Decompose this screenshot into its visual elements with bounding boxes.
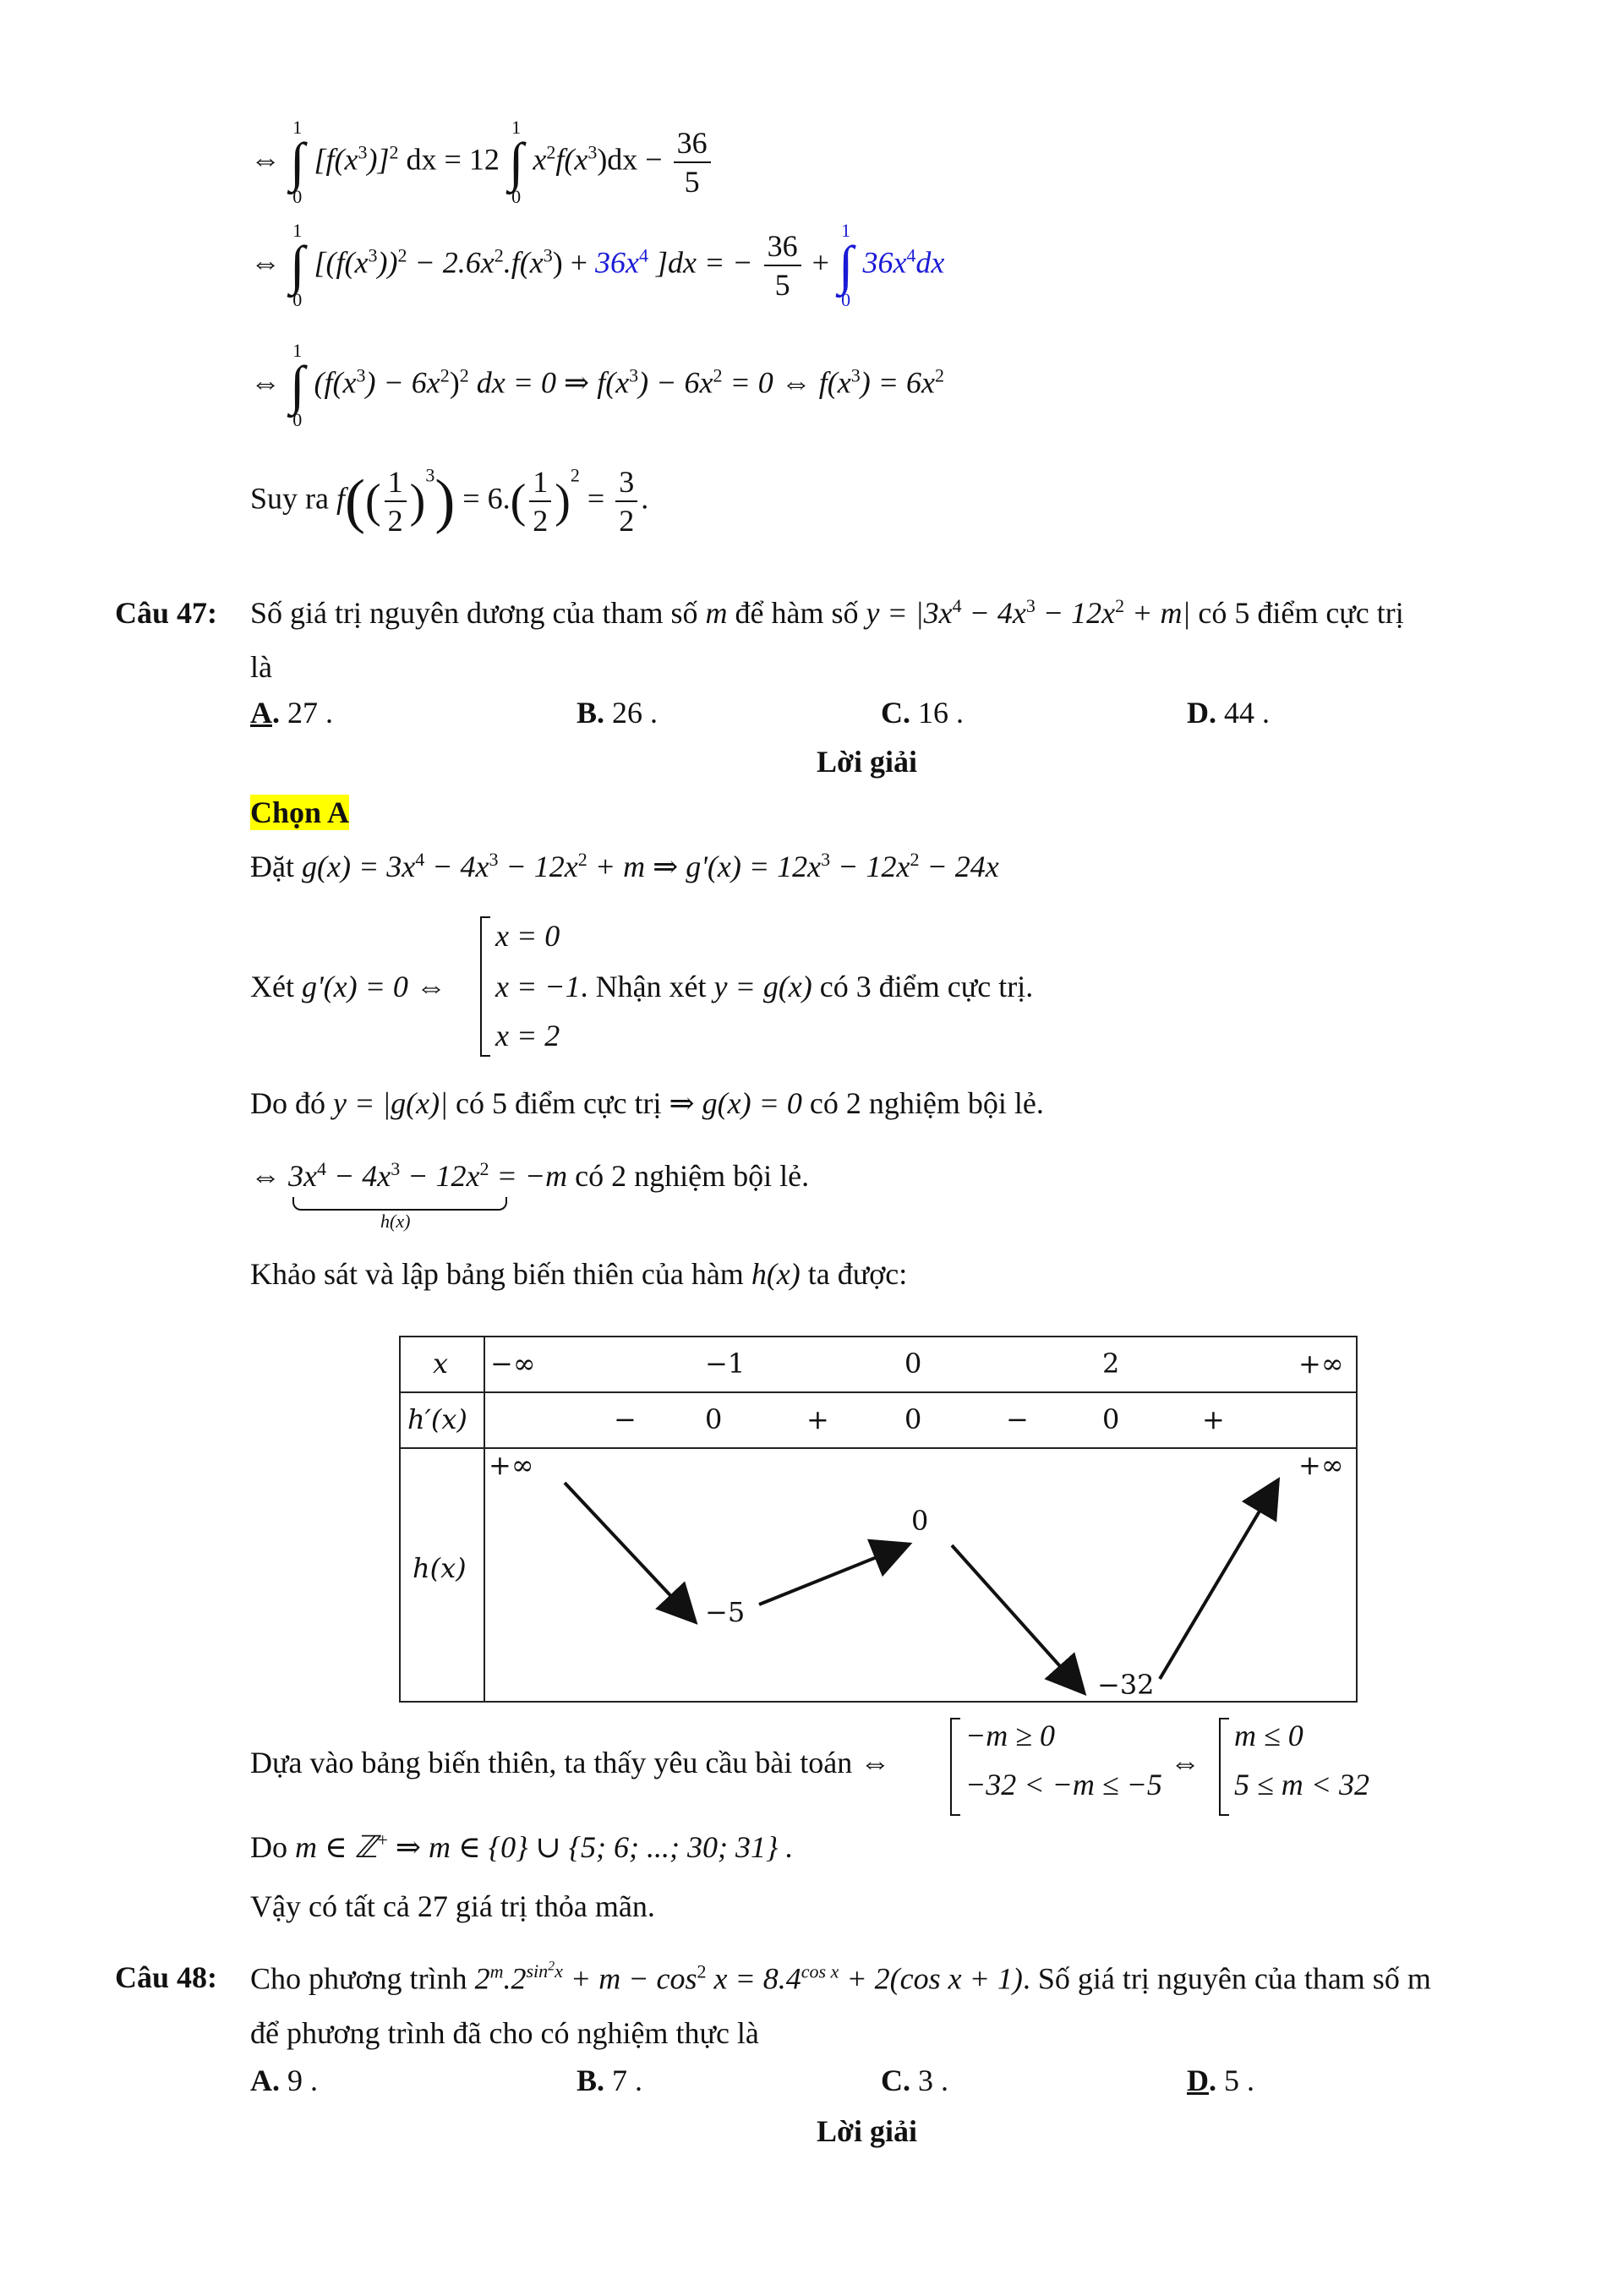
fraction: $\frac{36}{5}$ [764, 227, 801, 303]
derivative-sign: + [1202, 1403, 1225, 1435]
x-value: +∞ [1298, 1348, 1344, 1380]
integral-sign: 1 ∫ 0 [290, 117, 305, 207]
condition-1a: −m ≥ 0 [965, 1719, 1056, 1752]
case-bracket [480, 916, 490, 1057]
answer-d: D. 44 . [1187, 696, 1270, 730]
case-1: x = 0 [495, 919, 560, 953]
x-value: −∞ [490, 1348, 536, 1380]
answer-a: A. 9 . [250, 2064, 318, 2097]
derivative-zero: 0 [705, 1403, 723, 1435]
variation-arrows [401, 1337, 1356, 1701]
question-48-text-cont: để phương trình đã cho có nghiệm thực là [250, 2016, 759, 2050]
integral-sign: 1 ∫ 0 [838, 220, 854, 310]
answer-b: B. 7 . [577, 2064, 643, 2097]
answer-c: C. 3 . [881, 2064, 948, 2097]
integral-sign: 1 ∫ 0 [290, 220, 305, 310]
equation-line-3: ⇔ 1 ∫ 0 $(f(x^3) - 6x^2)^2$ dx = 0 ⇒ $f(x^3) - 6x^2 = 0$ ⇔ $f(x^3) = 6x^2$ [250, 340, 944, 430]
solution-line-3: Do đó y = |g(x)| có 5 điểm cực trị ⇒ g(x) = 0 có 2 nghiệm bội lẻ. [250, 1086, 1044, 1120]
condition-bracket-2 [1219, 1718, 1229, 1816]
derivative-zero: 0 [1102, 1403, 1120, 1435]
condition-bracket-1 [950, 1718, 960, 1816]
integral-sign: 1 ∫ 0 [290, 340, 305, 430]
equivalence-symbol: ⇔ [250, 142, 281, 177]
solution-line-5: Khảo sát và lập bảng biến thiên của hàm h(x) ta được: [250, 1257, 908, 1291]
underbrace-label: h(x) [380, 1211, 411, 1232]
conclusion-line-3: Vậy có tất cả 27 giá trị thỏa mãn. [250, 1889, 655, 1923]
solution-line-2-cont: x = −1. Nhận xét y = g(x) có 3 điểm cực trị. [495, 970, 1034, 1003]
h-value: −5 [705, 1596, 746, 1628]
h-label: h(x) [413, 1552, 467, 1584]
derivative-sign: − [614, 1403, 637, 1435]
h-value: 0 [911, 1505, 929, 1537]
condition-1b: −32 < −m ≤ −5 [965, 1768, 1162, 1801]
chosen-answer: Chọn A [250, 795, 350, 829]
x-label: x [433, 1348, 449, 1380]
answer-c: C. 16 . [881, 696, 964, 730]
derivative-sign: − [1006, 1403, 1029, 1435]
integral-sign: 1 ∫ 0 [508, 117, 524, 207]
arrow-increasing [759, 1545, 906, 1604]
answer-a: A. 27 . [250, 696, 333, 730]
derivative-zero: 0 [904, 1403, 922, 1435]
arrow-increasing [1160, 1483, 1276, 1679]
x-value: 0 [904, 1348, 922, 1380]
arrow-decreasing [952, 1545, 1082, 1691]
question-47-label: Câu 47: [115, 596, 218, 630]
question-47-text: Số giá trị nguyên dương của tham số m để hàm số $y = |3x^4 - 4x^3 - 12x^2 + m|$ có 5 điểm cực trị [250, 595, 1404, 630]
question-48-label: Câu 48: [115, 1960, 218, 1994]
case-3: x = 2 [495, 1019, 560, 1052]
answer-d: D. 5 . [1187, 2064, 1254, 2097]
conclusion-line-1: Dựa vào bảng biến thiên, ta thấy yêu cầu bài toán ⇔ [250, 1746, 891, 1779]
solution-line-1: Đặt $g(x) = 3x^4 - 4x^3 - 12x^2 + m$ ⇒ $g'(x) = 12x^3 - 12x^2 - 24x$ [250, 849, 999, 883]
conclusion-line-2: Do m ∈ ℤ+ ⇒ m ∈ {0} ∪ {5; 6; ...; 30; 31} . [250, 1829, 794, 1864]
equation-line-2: ⇔ 1 ∫ 0 [$(f(x^3))^2 - 2.6x^2.f(x^3) + 36x^4$ ]dx = − $\frac{36}{5}$ + 1 ∫ 0 $36x^4dx$ [250, 220, 945, 310]
solution-title-48: Lời giải [817, 2114, 917, 2148]
h-value: +∞ [489, 1449, 534, 1481]
equation-line-1: ⇔ 1 ∫ 0 $[f(x^3)]^2$ dx = 12 1 ∫ 0 $x^2f(x^3)dx$ − $\frac{36}{5}$ [250, 118, 714, 206]
variation-table [399, 1336, 1358, 1703]
equivalence-arrow: ⇔ [1170, 1746, 1200, 1779]
h-value: −32 [1097, 1669, 1155, 1701]
underbrace [292, 1197, 507, 1211]
condition-2a: m ≤ 0 [1234, 1719, 1303, 1752]
question-48-text: Cho phương trình $2^m.2^{sin^2x} + m - \cos^2 x = 8.4^{cos x} + 2(\cos$ x + 1). Số giá trị nguyên của tham số m [250, 1960, 1431, 1996]
x-value: −1 [705, 1348, 746, 1380]
h-value: +∞ [1298, 1449, 1344, 1481]
derivative-sign: + [806, 1403, 829, 1435]
condition-2b: 5 ≤ m < 32 [1234, 1768, 1370, 1801]
solution-line-4: ⇔ $3x^4 - 4x^3 - 12x^2 = -m$ có 2 nghiệm bội lẻ. [250, 1158, 810, 1193]
derivative-label: h′(x) [407, 1403, 467, 1435]
question-47-text-cont: là [250, 650, 272, 684]
x-value: 2 [1102, 1348, 1120, 1380]
solution-title: Lời giải [817, 745, 917, 779]
answer-b: B. 26 . [577, 696, 658, 730]
equation-line-4: Suy ra f(( $\frac{1}{2}$ )$^3$) = 6.( $\frac{1}{2}$ )$^2$ = $\frac{3}{2}$ . [250, 464, 649, 538]
fraction: $\frac{36}{5}$ [674, 124, 711, 200]
arrow-decreasing [565, 1483, 693, 1620]
solution-line-2: Xét g'(x) = 0 ⇔ [250, 970, 446, 1003]
